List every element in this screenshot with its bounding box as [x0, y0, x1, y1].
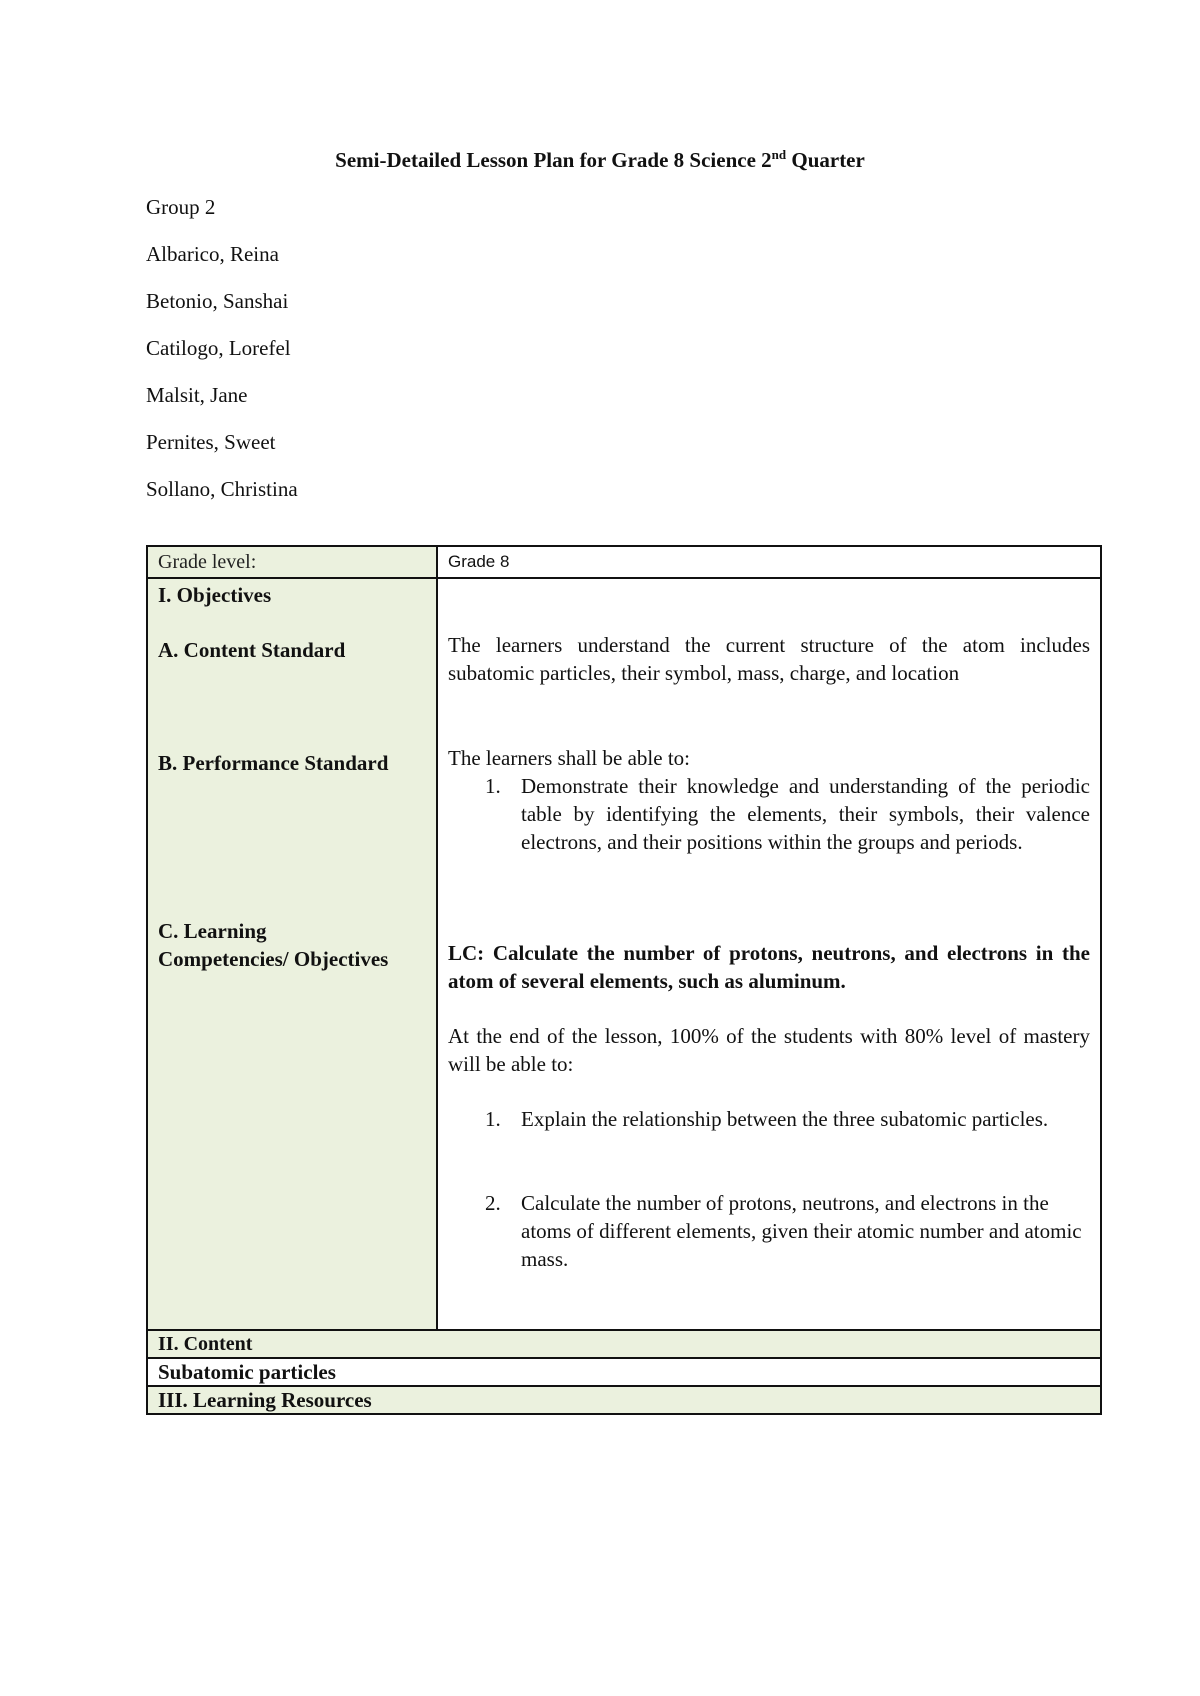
learning-resources-cell	[147, 1386, 1101, 1414]
competencies-label-line2: Competencies/ Objectives	[158, 947, 389, 971]
title-superscript: nd	[771, 147, 787, 162]
content-heading-row	[147, 1330, 1101, 1358]
objectives-row	[147, 578, 1101, 1330]
objective-item-1	[448, 1105, 1090, 1133]
member-name: Betonio, Sanshai	[146, 289, 289, 313]
performance-standard-block	[448, 744, 1090, 856]
performance-list	[448, 772, 1090, 856]
document-title	[0, 146, 1200, 174]
objective-list	[448, 1189, 1090, 1273]
end-of-lesson-text: At the end of the lesson, 100% of the students with 80% level of mastery will be able to:	[448, 1024, 1090, 1076]
list-item-text: Calculate the number of protons, neutrons, and electrons in the atoms of different elements, given their atomic number and atomic mass.	[521, 1191, 1082, 1271]
content-value-cell	[147, 1358, 1101, 1386]
content-heading-cell	[147, 1330, 1101, 1358]
content-standard-text: The learners understand the current structure of the atom includes subatomic particles, their symbol, mass, charge, and location	[448, 633, 1090, 685]
list-item	[448, 772, 1090, 856]
list-item-text: Explain the relationship between the three subatomic particles.	[521, 1107, 1049, 1131]
list-number: 2.	[485, 1191, 501, 1215]
content-standard-label: A. Content Standard	[158, 638, 346, 662]
content-value: Subatomic particles	[158, 1360, 336, 1384]
member-name: Pernites, Sweet	[146, 430, 276, 454]
content-heading: II. Content	[158, 1333, 253, 1355]
list-item-text: Demonstrate their knowledge and understanding of the periodic table by identifying the elements, their symbols, their valence electrons, and their positions within the groups and periods.	[521, 774, 1090, 854]
performance-intro: The learners shall be able to:	[448, 746, 690, 770]
member-name: Albarico, Reina	[146, 242, 279, 266]
list-number: 1.	[485, 1107, 501, 1131]
competencies-label-line1: C. Learning	[158, 919, 267, 943]
group-label: Group 2	[146, 195, 216, 219]
content-value-row	[147, 1358, 1101, 1386]
learning-resources-row	[147, 1386, 1101, 1414]
grade-level-value-cell	[437, 546, 1101, 578]
objective-item-2	[448, 1189, 1090, 1273]
performance-standard-label: B. Performance Standard	[158, 751, 389, 775]
list-item	[448, 1105, 1090, 1133]
objective-list	[448, 1105, 1090, 1133]
lesson-plan-table	[146, 545, 1102, 1415]
objectives-label-cell	[147, 578, 437, 1330]
group-members-block	[146, 193, 298, 522]
title-end: Quarter	[786, 148, 865, 172]
grade-level-row	[147, 546, 1101, 578]
objectives-heading: I. Objectives	[158, 583, 272, 607]
objectives-content-cell	[437, 578, 1101, 1330]
grade-level-label: Grade level:	[158, 551, 257, 573]
list-item	[448, 1189, 1090, 1273]
title-main: Semi-Detailed Lesson Plan for Grade 8 Science 2	[335, 148, 772, 172]
learning-competency-text: LC: Calculate the number of protons, neutrons, and electrons in the atom of several elements, such as aluminum.	[448, 941, 1090, 993]
member-name: Sollano, Christina	[146, 477, 298, 501]
grade-level-label-cell	[147, 546, 437, 578]
list-number: 1.	[485, 774, 501, 798]
grade-level-value: Grade 8	[448, 552, 510, 571]
member-name: Catilogo, Lorefel	[146, 336, 291, 360]
member-name: Malsit, Jane	[146, 383, 248, 407]
learning-resources-heading: III. Learning Resources	[158, 1388, 372, 1412]
